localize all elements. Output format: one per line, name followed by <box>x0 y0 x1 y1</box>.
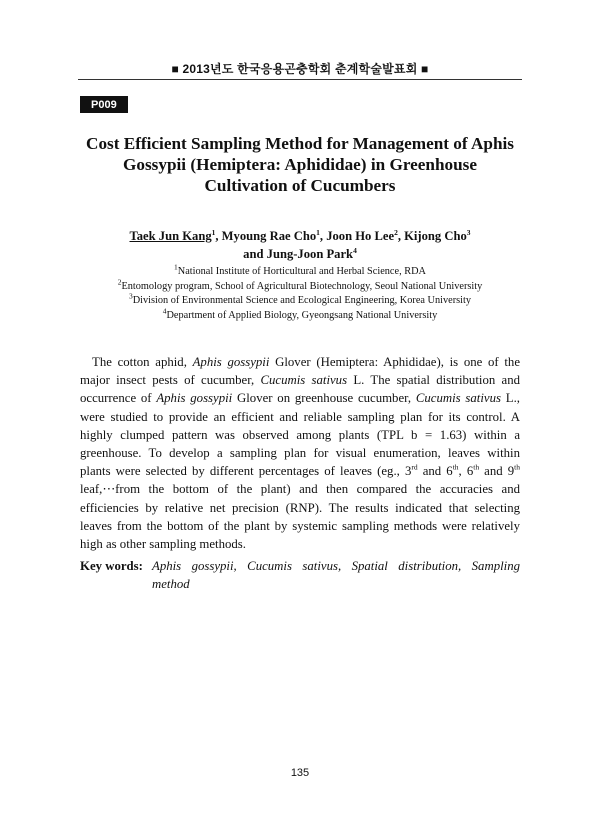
ordinal-suffix: th <box>473 462 480 472</box>
abstract-line: leaves from the bottom of the plant by systemic sampling methods were relatively <box>80 518 520 533</box>
abstract-line <box>80 462 520 480</box>
keywords-line: method <box>152 577 190 591</box>
title-line: Gossypii (Hemiptera: Aphididae) in Greenhouse <box>123 155 477 174</box>
abstract-text: L. The spatial distribution and <box>347 373 520 388</box>
affiliation-mark: 3 <box>128 291 133 301</box>
abstract-line <box>80 353 520 371</box>
abstract-text: L., <box>500 391 520 406</box>
abstract-line: leaf,⋯from the bottom of the plant) and then compared the accuracies and <box>80 482 520 497</box>
abstract-text: occurrence of <box>80 391 157 406</box>
author-affiliation-mark: 1 <box>316 227 320 237</box>
author-name: Kijong Cho <box>404 229 467 243</box>
author-name: Jung-Joon Park <box>266 247 354 261</box>
author-connector: and <box>243 247 264 261</box>
abstract-text: Glover (Hemiptera: Aphididae), is one of the <box>269 355 521 369</box>
author-line-1 <box>80 227 520 245</box>
author-affiliation-mark: 3 <box>466 227 471 237</box>
species-name: Aphis gossypii <box>192 355 270 369</box>
keywords-section <box>80 557 520 593</box>
abstract-line <box>80 389 520 407</box>
author-affiliation-mark: 1 <box>211 227 216 237</box>
affiliation-item <box>60 306 540 324</box>
affiliation-item <box>60 291 540 309</box>
paper-title <box>80 133 520 196</box>
species-name: Aphis gossypii <box>156 391 233 406</box>
header-divider <box>78 79 522 80</box>
abstract-line <box>80 371 520 389</box>
abstract-text: The cotton aphid, <box>92 355 193 369</box>
abstract-text: major insect pests of cucumber, <box>80 373 261 388</box>
conference-header: ■ 2013년도 한국응용곤충학회 춘계학술발표회 ■ <box>171 62 429 76</box>
abstract-line: highly clumped pattern was observed among plants (TPL b = 1.63) within a <box>80 427 520 442</box>
affiliation-item <box>60 262 540 280</box>
author-list <box>80 227 520 263</box>
author-separator: , <box>319 229 327 243</box>
author-name: Taek Jun Kang <box>129 229 212 243</box>
ordinal-suffix: rd <box>411 462 418 472</box>
author-name: Myoung Rae Cho <box>221 229 317 243</box>
ordinal-suffix: th <box>514 462 521 472</box>
abstract-line: efficiencies by relative net precision (RNP). The results indicated that selecting <box>80 500 520 515</box>
abstract-line: were studied to provide an efficient and reliable sampling plan for its control. A <box>80 409 520 424</box>
author-affiliation-mark: 2 <box>394 227 398 237</box>
affiliation-text: Entomology program, School of Agricultural Biotechnology, Seoul National University <box>121 280 483 292</box>
keywords-line: Aphis gossypii, Cucumis sativus, Spatial distribution, Sampling <box>152 559 520 573</box>
affiliation-text: Division of Environmental Science and Ecological Engineering, Korea University <box>132 295 472 307</box>
abstract-line: high as other sampling methods. <box>80 537 246 552</box>
author-name: Joon Ho Lee <box>326 229 395 243</box>
affiliation-mark: 2 <box>117 277 122 287</box>
author-separator: , <box>397 229 405 243</box>
poster-id-badge: P009 <box>80 96 128 113</box>
abstract-text: and 9 <box>479 464 515 479</box>
abstract-text: , 6 <box>458 464 474 479</box>
abstract-text: plants were selected by different percentages of leaves (eg., 3 <box>80 464 412 479</box>
title-line: Cultivation of Cucumbers <box>204 176 396 195</box>
abstract-body <box>80 353 520 553</box>
affiliation-text: National Institute of Horticultural and Herbal Science, RDA <box>177 266 426 277</box>
author-affiliation-mark: 4 <box>353 245 357 255</box>
species-name: Cucumis sativus <box>260 373 348 388</box>
ordinal-suffix: th <box>452 462 459 472</box>
affiliation-text: Department of Applied Biology, Gyeongsang National University <box>166 309 438 321</box>
species-name: Cucumis sativus <box>415 391 501 406</box>
abstract-line: greenhouse. To develop a sampling plan for visual enumeration, leaves within <box>80 446 520 461</box>
keywords-label: Key words: <box>80 559 143 573</box>
affiliation-mark: 4 <box>162 306 167 316</box>
page-number: 135 <box>290 767 310 779</box>
affiliation-list <box>60 262 540 323</box>
keywords-list <box>152 557 520 593</box>
author-separator: , <box>215 229 222 243</box>
abstract-text: Glover on greenhouse cucumber, <box>232 391 416 406</box>
title-line: Cost Efficient Sampling Method for Management of Aphis <box>86 134 514 153</box>
author-line-2 <box>80 245 520 263</box>
abstract-text: and 6 <box>417 464 453 479</box>
affiliation-mark: 1 <box>174 262 178 272</box>
